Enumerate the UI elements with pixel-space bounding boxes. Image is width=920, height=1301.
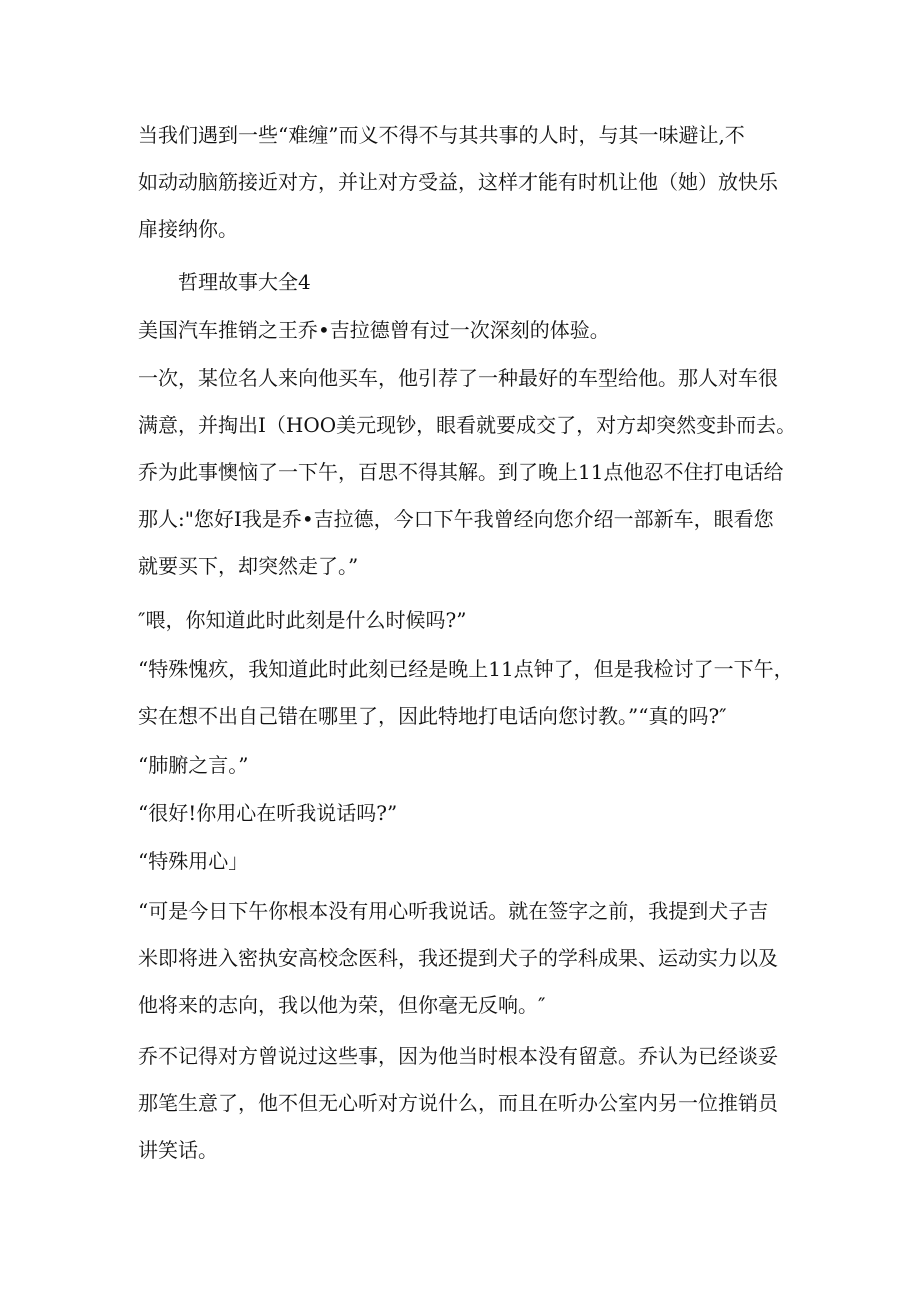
text-line: 美国汽车推销之王乔•吉拉德曾有过一次深刻的体验。 bbox=[138, 318, 610, 342]
text-line: “特殊用心」 bbox=[138, 849, 249, 873]
dialogue-2 bbox=[138, 646, 798, 740]
dialogue-4 bbox=[138, 790, 798, 837]
text-line: 讲笑话。 bbox=[138, 1138, 218, 1162]
text-line: 扉接纳你。 bbox=[138, 217, 238, 241]
text-line: “很好!你用心在听我说话吗?” bbox=[138, 801, 398, 825]
text-line: 满意，并掏出I（HOO美元现钞，眼看就要成交了，对方却突然变卦而去。 bbox=[138, 413, 797, 437]
text-line: 那笔生意了，他不但无心听对方说什么，而且在听办公室内另一位推销员 bbox=[138, 1091, 778, 1115]
text-line: 实在想不出自己错在哪里了，因此特地打电话向您讨教。”“真的吗?″ bbox=[138, 704, 727, 728]
text-line: “肺腑之言。” bbox=[138, 753, 249, 777]
text-line: 乔为此事懊恼了一下午，百思不得其解。到了晚上11点他忍不住打电话给 bbox=[138, 460, 784, 484]
story-opening bbox=[138, 307, 798, 354]
dialogue-1 bbox=[138, 597, 798, 644]
text-line: 乔不记得对方曾说过这些事，因为他当时根本没有留意。乔认为已经谈妥 bbox=[138, 1044, 778, 1068]
section-heading bbox=[138, 259, 798, 306]
heading-text: 哲理故事大全4 bbox=[178, 270, 311, 294]
text-line: “特殊愧疚，我知道此时此刻已经是晚上11点钟了，但是我检讨了一下午， bbox=[138, 657, 794, 681]
text-line: 一次，某位名人来向他买车，他引荐了一种最好的车型给他。那人对车很 bbox=[138, 366, 778, 390]
closing-paragraph bbox=[138, 1033, 798, 1174]
text-line: “可是今日下午你根本没有用心听我说话。就在签字之前，我提到犬子吉 bbox=[138, 899, 769, 923]
dialogue-5 bbox=[138, 838, 798, 885]
text-line: 米即将进入密执安高校念医科，我还提到犬子的学科成果、运动实力以及 bbox=[138, 946, 778, 970]
text-line: 如动动脑筋接近对方，并让对方受益，这样才能有时机让他（她）放快乐 bbox=[138, 170, 778, 194]
story-paragraph-1 bbox=[138, 355, 798, 590]
text-line: 他将来的志向，我以他为荣，但你毫无反响。″ bbox=[138, 993, 546, 1017]
dialogue-6 bbox=[138, 888, 798, 1029]
text-line: 当我们遇到一些“难缠”而义不得不与其共事的人时，与其一味避让,不 bbox=[138, 123, 745, 147]
text-line: 那人:"您好I我是乔•吉拉德，今口下午我曾经向您介绍一部新车，眼看您 bbox=[138, 507, 774, 531]
dialogue-3 bbox=[138, 742, 798, 789]
text-line: ″喂，你知道此时此刻是什么时候吗?” bbox=[138, 608, 467, 632]
intro-paragraph bbox=[138, 112, 798, 253]
text-line: 就要买下，却突然走了。” bbox=[138, 554, 359, 578]
